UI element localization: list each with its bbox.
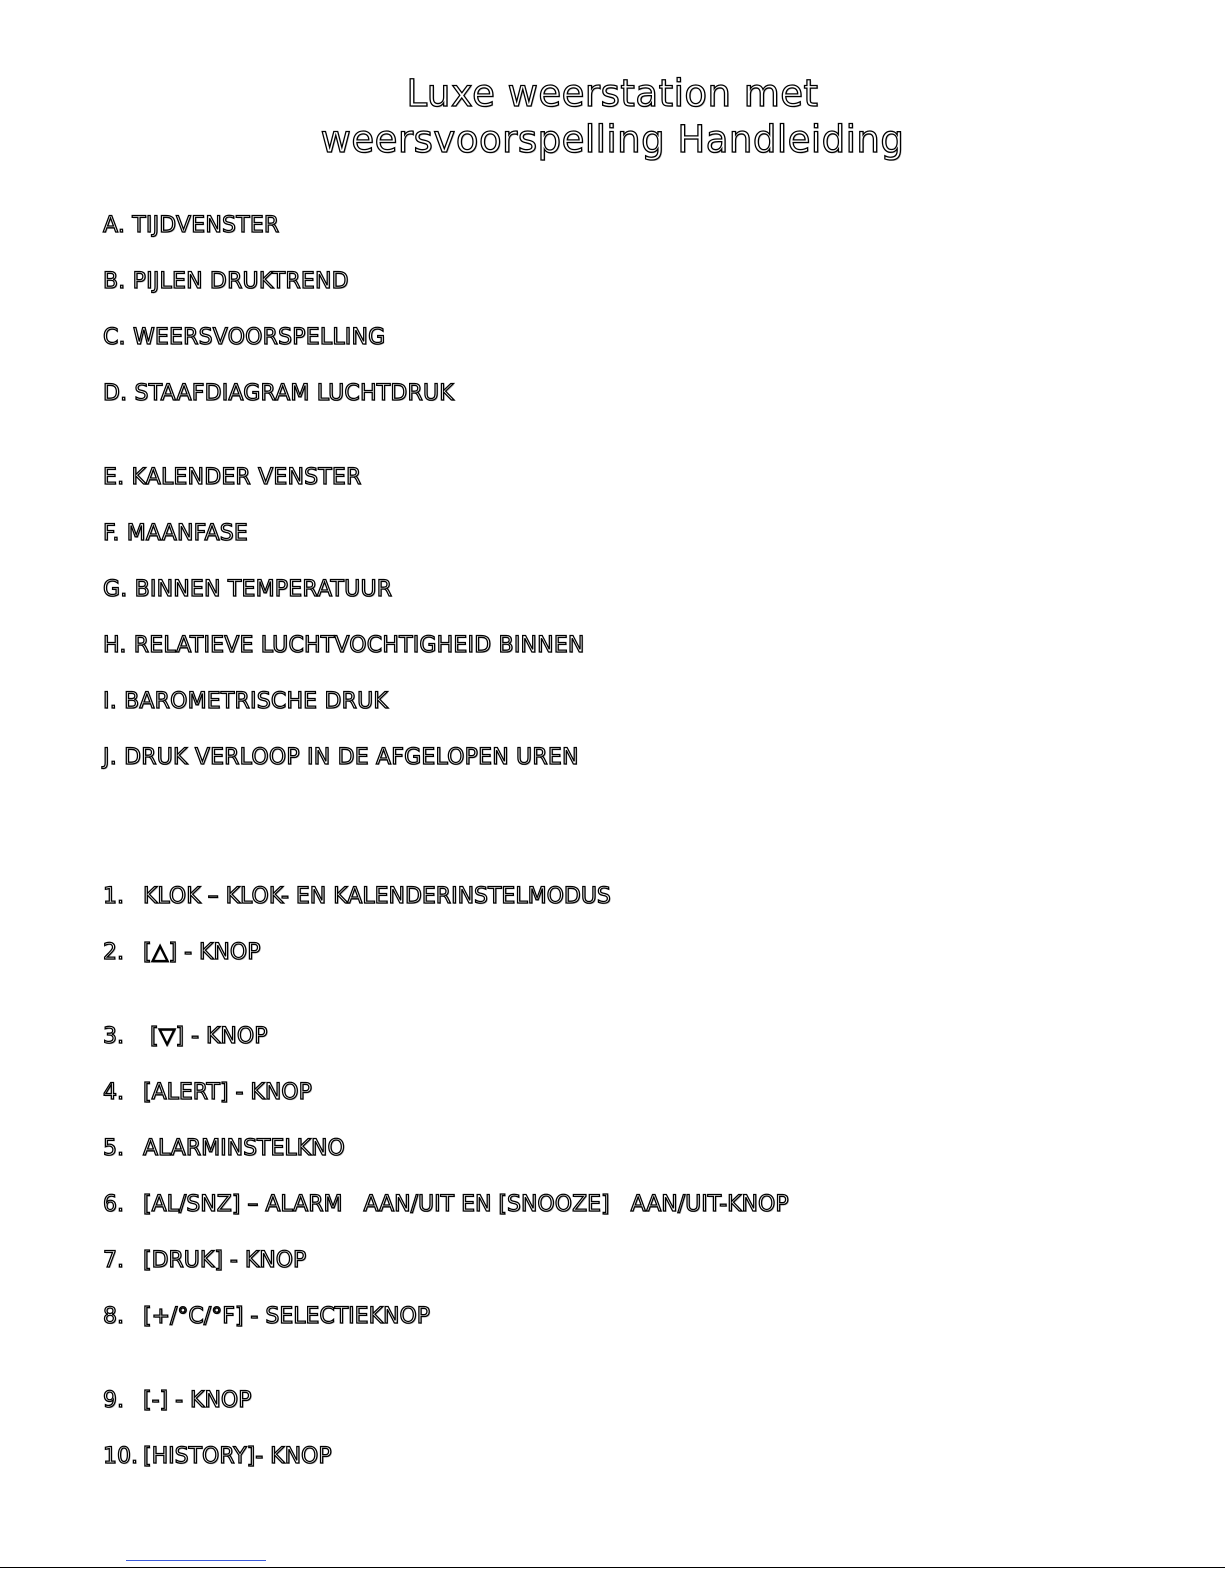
list-item — [103, 1192, 789, 1217]
item-number: 5. — [103, 1136, 124, 1161]
item-label: ALARMINSTELKNO — [143, 1136, 345, 1161]
list-item — [103, 1136, 345, 1161]
list-item: I. BAROMETRISCHE DRUK — [103, 689, 389, 714]
page-title-line-1: Luxe weerstation met — [406, 72, 819, 115]
item-label: KLOK – KLOK- EN KALENDERINSTELMODUS — [143, 884, 611, 909]
item-number: 3. — [103, 1024, 124, 1049]
item-label: [+/°C/°F] - SELECTIEKNOP — [143, 1304, 431, 1329]
list-item — [103, 1080, 312, 1105]
item-label: [AL/SNZ] – ALARM AAN/UIT EN [SNOOZE] AAN/UIT-KNOP — [143, 1192, 789, 1217]
item-number: 4. — [103, 1080, 124, 1105]
list-item: C. WEERSVOORSPELLING — [103, 325, 386, 350]
list-item: H. RELATIEVE LUCHTVOCHTIGHEID BINNEN — [103, 633, 585, 658]
item-number: 6. — [103, 1192, 124, 1217]
list-item: B. PIJLEN DRUKTREND — [103, 269, 349, 294]
item-number: 9. — [103, 1388, 124, 1413]
item-number: 1. — [103, 884, 124, 909]
list-item — [103, 940, 260, 965]
item-number: 8. — [103, 1304, 124, 1329]
list-item — [103, 1248, 306, 1273]
item-label: [DRUK] - KNOP — [143, 1248, 307, 1273]
item-label: [-] - KNOP — [143, 1388, 252, 1413]
list-item: D. STAAFDIAGRAM LUCHTDRUK — [103, 381, 454, 406]
list-item: A. TIJDVENSTER — [103, 213, 280, 238]
list-item: E. KALENDER VENSTER — [103, 465, 362, 490]
list-item: J. DRUK VERLOOP IN DE AFGELOPEN UREN — [103, 745, 579, 770]
footer-link-underline — [126, 1560, 266, 1561]
item-label: [HISTORY]- KNOP — [143, 1444, 332, 1469]
list-item — [103, 884, 611, 909]
list-item: F. MAANFASE — [103, 521, 249, 546]
list-item — [103, 1388, 252, 1413]
item-label: [▽] - KNOP — [143, 1024, 268, 1049]
list-item — [103, 1444, 332, 1469]
item-number: 2. — [103, 940, 124, 965]
item-label: [ALERT] - KNOP — [143, 1080, 312, 1105]
item-number: 7. — [103, 1248, 124, 1273]
item-label: [△] - KNOP — [143, 940, 261, 965]
list-item — [103, 1024, 267, 1049]
item-number: 10. — [103, 1444, 138, 1469]
page-title-line-2: weersvoorspelling Handleiding — [320, 118, 905, 161]
list-item — [103, 1304, 430, 1329]
footer-divider — [0, 1567, 1225, 1568]
list-item: G. BINNEN TEMPERATUUR — [103, 577, 393, 602]
